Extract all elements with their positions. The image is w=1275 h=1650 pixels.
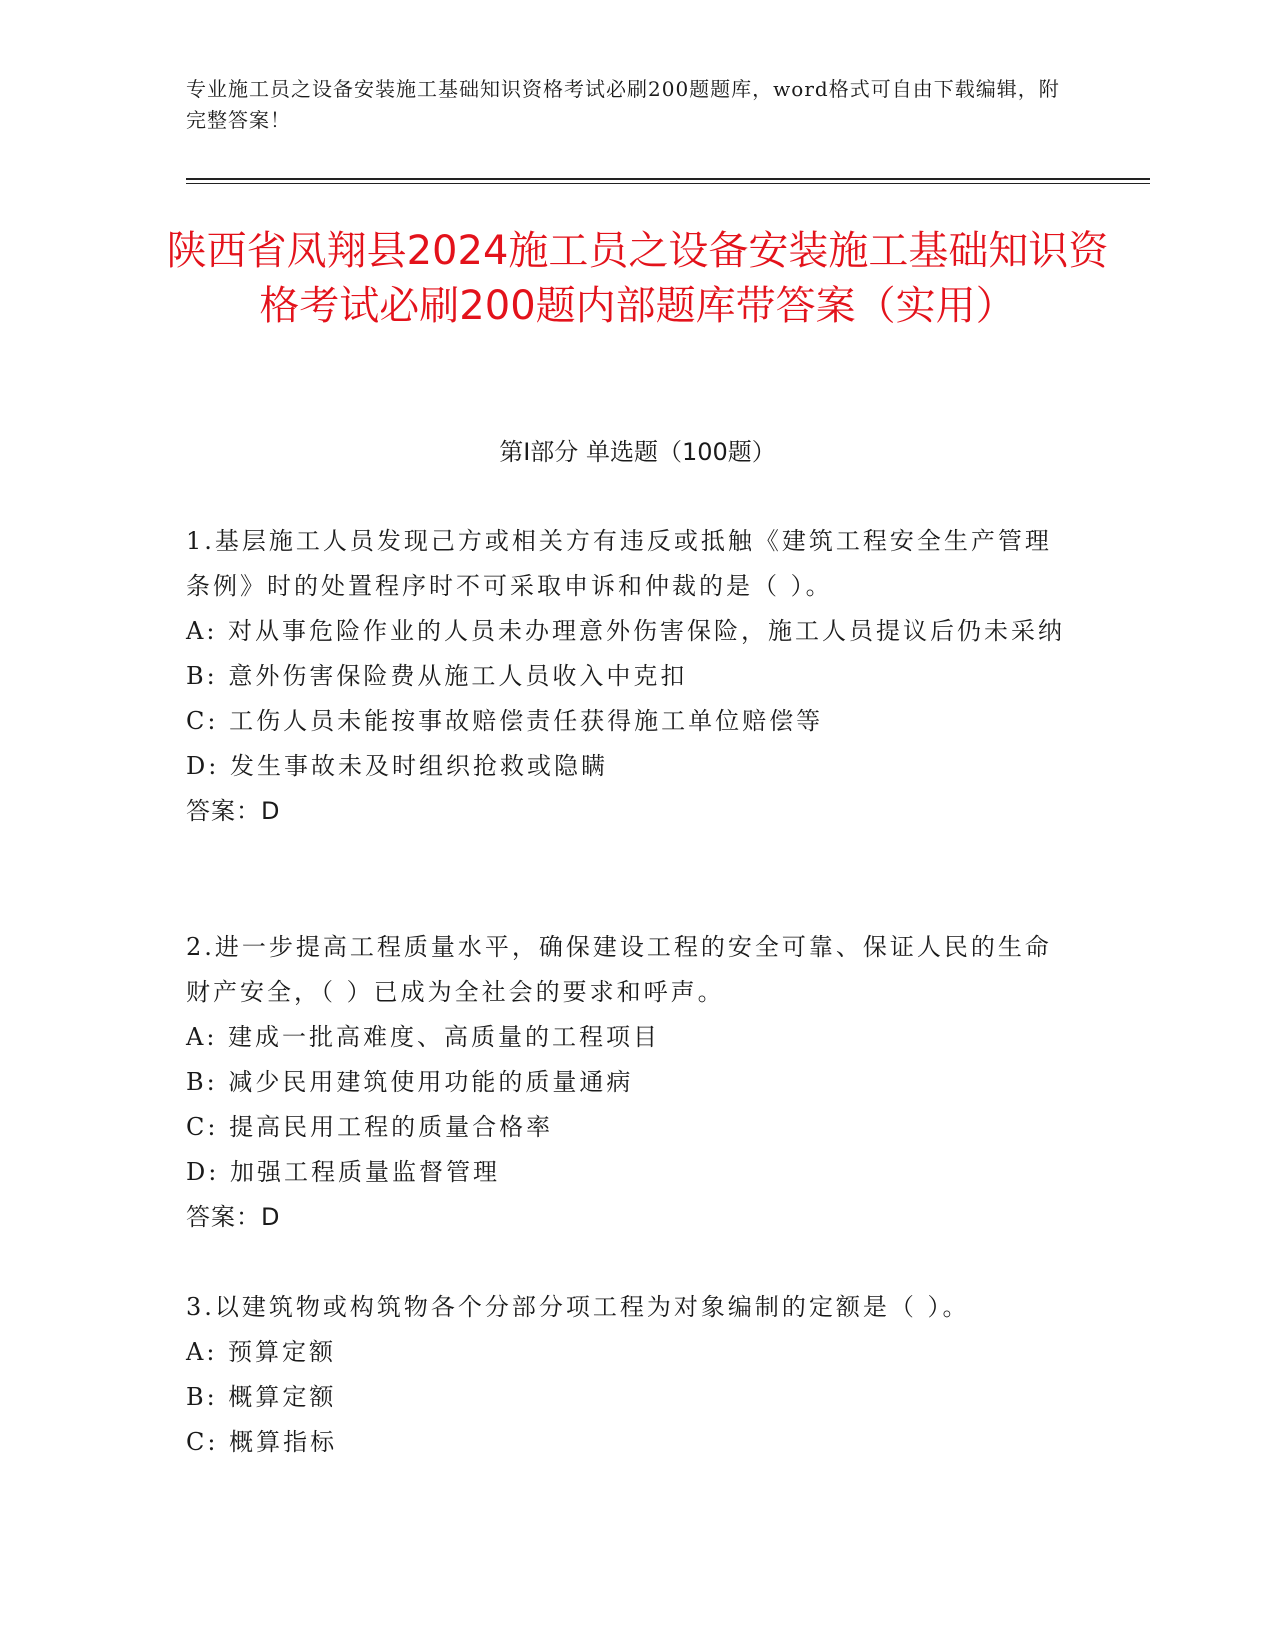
document-title: 陕西省凤翔县2024施工员之设备安装施工基础知识资格考试必刷200题内部题库带答案（实用） (166, 228, 1109, 329)
option-a: A: 对从事危险作业的人员未办理意外伤害保险，施工人员提议后仍未采纳 (186, 617, 1066, 645)
option-a: A: 建成一批高难度、高质量的工程项目 (186, 1023, 661, 1051)
header-rule-thin (186, 183, 1150, 184)
option-b: B: 意外伤害保险费从施工人员收入中克扣 (186, 662, 688, 690)
option-a: A: 预算定额 (186, 1338, 337, 1366)
question-stem: 3.以建筑物或构筑物各个分部分项工程为对象编制的定额是（ ）。 (186, 1293, 970, 1321)
option-c: C: 工伤人员未能按事故赔偿责任获得施工单位赔偿等 (186, 707, 824, 735)
option-d: D: 发生事故未及时组织抢救或隐瞒 (186, 752, 608, 780)
question-stem: 2.进一步提高工程质量水平，确保建设工程的安全可靠、保证人民的生命财产安全，（ ）已成为全社会的要求和呼声。 (186, 933, 1052, 1006)
header-note: 专业施工员之设备安装施工基础知识资格考试必刷200题题库，word格式可自由下载编辑，附完整答案！ (186, 77, 1060, 132)
section-title: 第Ⅰ部分 单选题（100题） (499, 438, 776, 466)
answer: 答案：D (186, 1203, 281, 1231)
answer: 答案：D (186, 797, 281, 825)
option-c: C: 提高民用工程的质量合格率 (186, 1113, 554, 1141)
question-1 (186, 519, 1066, 834)
question-3 (186, 1285, 1066, 1465)
question-stem: 1.基层施工人员发现己方或相关方有违反或抵触《建筑工程安全生产管理条例》时的处置程序时不可采取申诉和仲裁的是（ ）。 (186, 527, 1052, 600)
option-b: B: 概算定额 (186, 1383, 337, 1411)
option-b: B: 减少民用建筑使用功能的质量通病 (186, 1068, 634, 1096)
option-c: C: 概算指标 (186, 1428, 338, 1456)
question-2 (186, 925, 1066, 1240)
header-rule-thick (186, 178, 1150, 180)
option-d: D: 加强工程质量监督管理 (186, 1158, 500, 1186)
